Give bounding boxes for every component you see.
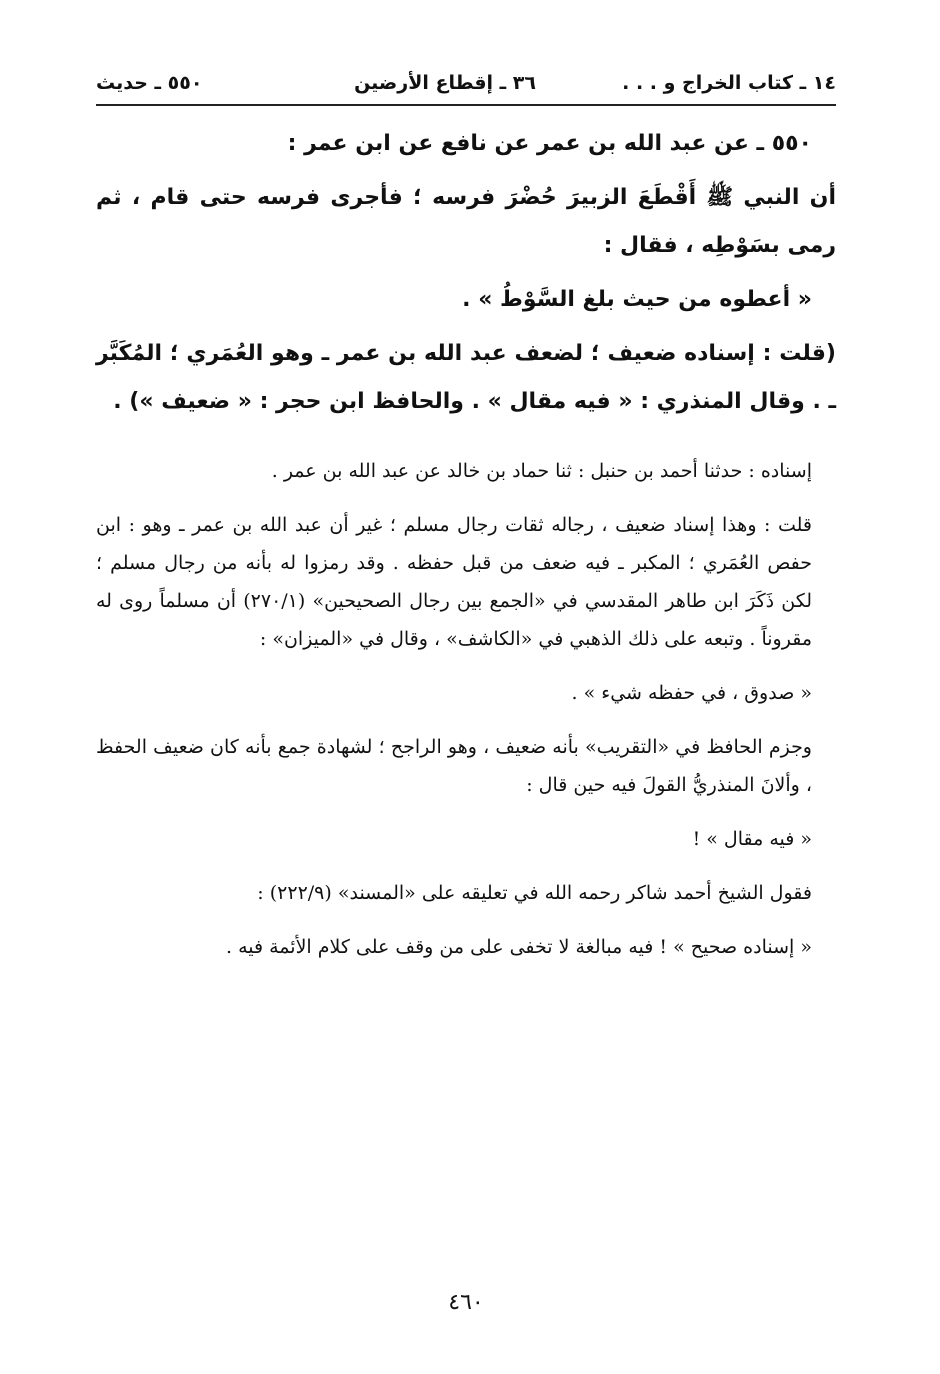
analysis-paragraph: قلت : وهذا إسناد ضعيف ، رجاله ثقات رجال مسلم ؛ غير أن عبد الله بن عمر ـ وهو : ابن حفص العُمَري ؛ المكبر ـ فيه ضعف من قبل حفظه . وقد رمزوا له بأنه من رجال مسلم ؛ لكن ذَكَرَ ابن طاهر المقدسي في «الجمع بين رجال الصحيحين» (٢٧٠/١) أن مسلماً روى له مقروناً . وتبعه على ذلك الذهبي في «الكاشف» ، وقال في «الميزان» : bbox=[96, 514, 812, 650]
isnad-paragraph: إسناده : حدثنا أحمد بن حنبل : ثنا حماد بن خالد عن عبد الله بن عمر . bbox=[271, 460, 812, 482]
book-page bbox=[96, 60, 836, 1360]
taqrib-paragraph: وجزم الحافظ في «التقريب» بأنه ضعيف ، وهو الراجح ؛ لشهادة جمع بأنه كان ضعيف الحفظ ، وألانَ المنذريُّ القولَ فيه حين قال : bbox=[96, 736, 812, 796]
conclusion-paragraph: « إسناده صحيح » ! فيه مبالغة لا تخفى على من وقف على كلام الأئمة فيه . bbox=[226, 936, 812, 958]
header-chapter-title: ٣٦ ـ إقطاع الأرضين bbox=[354, 72, 536, 94]
header-hadith-number: ٥٥٠ ـ حديث bbox=[96, 72, 203, 94]
hadith-chain-intro: ٥٥٠ ـ عن عبد الله بن عمر عن نافع عن ابن عمر : bbox=[287, 131, 812, 156]
header-book-title: ١٤ ـ كتاب الخراج و . . . bbox=[622, 72, 836, 94]
page-content bbox=[96, 120, 836, 966]
shakir-paragraph: فقول الشيخ أحمد شاكر رحمه الله في تعليقه على «المسند» (٢٢٢/٩) : bbox=[257, 882, 812, 904]
hadith-quote: « أعطوه من حيث بلغ السَّوْطُ » . bbox=[462, 287, 812, 312]
mundhiri-quote: « فيه مقال » ! bbox=[692, 828, 812, 850]
hadith-grading: (قلت : إسناده ضعيف ؛ لضعف عبد الله بن عمر ـ وهو العُمَري ؛ المُكَبَّر ـ . وقال المنذري : « فيه مقال » . والحافظ ابن حجر : « ضعيف ») . bbox=[96, 341, 836, 414]
mizan-quote: « صدوق ، في حفظه شيء » . bbox=[571, 682, 812, 704]
page-number: ٤٦٠ bbox=[448, 1290, 484, 1315]
hadith-text: أن النبي ﷺ أَقْطَعَ الزبيرَ حُضْرَ فرسه ؛ فأجرى فرسه حتى قام ، ثم رمى بسَوْطِه ، فقال : bbox=[96, 185, 836, 258]
running-header bbox=[96, 60, 836, 106]
